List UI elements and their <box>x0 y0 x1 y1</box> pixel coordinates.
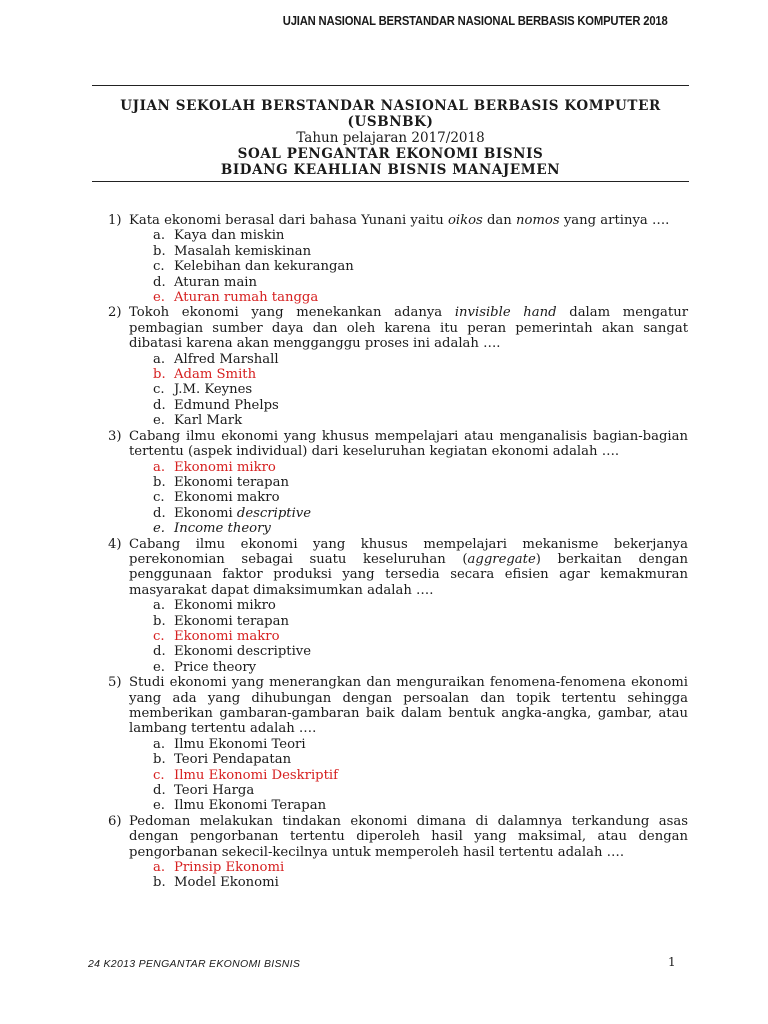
option-text: Prinsip Ekonomi <box>174 860 285 876</box>
option-letter: a. <box>153 351 166 367</box>
question-item <box>108 305 688 428</box>
option-text: Ekonomi mikro <box>174 598 276 614</box>
question-stem-text: nomos <box>515 213 560 228</box>
title-line-abbrev: (USBNBK) <box>347 114 434 130</box>
option-item <box>153 644 688 659</box>
option-text: Adam Smith <box>174 367 257 383</box>
option-letter: c. <box>153 382 165 398</box>
answer-option <box>153 629 688 644</box>
option-letter: d. <box>153 783 166 799</box>
question-stem <box>129 213 688 228</box>
option-text: Ekonomi makro <box>174 490 280 506</box>
option-item <box>153 798 688 813</box>
option-item <box>153 598 688 613</box>
question-stem-text: oikos <box>447 213 483 228</box>
option-item <box>153 382 688 397</box>
option-text: Ilmu Ekonomi Terapan <box>174 798 327 814</box>
option-letter: c. <box>153 628 165 644</box>
option-text: Ekonomi makro <box>174 628 280 644</box>
question-item <box>108 429 688 537</box>
option-text: Karl Mark <box>174 413 243 429</box>
option-text: Masalah kemiskinan <box>174 243 312 259</box>
option-text: Teori Pendapatan <box>174 752 292 768</box>
option-text: Ekonomi descriptive <box>174 644 312 660</box>
option-letter: b. <box>153 752 166 768</box>
option-text: Aturan main <box>174 274 258 290</box>
answer-option <box>153 768 688 783</box>
option-letter: b. <box>153 367 166 383</box>
option-letter: e. <box>153 659 165 675</box>
option-text: Aturan rumah tangga <box>174 290 319 306</box>
question-stem-text: Pedoman melakukan tindakan ekonomi dimana di dalamnya terkandung asas dengan pengorbanan tertentu diperoleh hasil yang maksimal, atau dengan pengorbanan sekecil-kecilnya untuk memperoleh hasil tertentu adalah …. <box>129 813 688 860</box>
option-item <box>153 737 688 752</box>
option-letter: b. <box>153 243 166 259</box>
question-item <box>108 814 688 891</box>
option-text: Ilmu Ekonomi Teori <box>174 736 306 752</box>
question-stem <box>129 675 688 737</box>
option-item <box>153 783 688 798</box>
title-block <box>92 98 689 178</box>
option-letter: a. <box>153 736 166 752</box>
question-stem-text: dan <box>482 213 516 228</box>
option-letter: e. <box>153 798 165 814</box>
option-letter: e. <box>153 413 165 429</box>
answer-option <box>153 860 688 875</box>
question-stem-text: Studi ekonomi yang menerangkan dan menguraikan fenomena-fenomena ekonomi yang ada yang dihubungan dengan persoalan dan topik tertentu sehingga memberikan gambaran-gambaran baik dalam bentuk angka-angka, gambar, atau lambang tertentu adalah …. <box>129 675 688 737</box>
option-letter: b. <box>153 875 166 891</box>
option-item <box>153 875 688 890</box>
question-stem-text: ) berkaitan dengan penggunaan faktor produksi yang tersedia secara efisien agar kemakmuran masyarakat dapat dimaksimumkan adalah …. <box>129 551 689 598</box>
answer-option <box>153 460 688 475</box>
question-stem-text: Kata ekonomi berasal dari bahasa Yunani yaitu <box>129 213 448 228</box>
option-item <box>153 352 688 367</box>
question-number: 6) <box>108 813 122 829</box>
option-item <box>153 259 688 274</box>
running-header: UJIAN NASIONAL BERSTANDAR NASIONAL BERBASIS KOMPUTER 2018 <box>283 14 668 28</box>
option-text: Teori Harga <box>174 783 255 799</box>
option-item <box>153 228 688 243</box>
title-line-subject: SOAL PENGANTAR EKONOMI BISNIS <box>237 146 544 162</box>
option-text: Ekonomi terapan <box>174 474 289 490</box>
option-list <box>129 352 688 429</box>
question-number: 1) <box>108 213 122 228</box>
answer-option <box>153 367 688 382</box>
option-letter: c. <box>153 767 165 783</box>
option-list <box>129 860 688 891</box>
question-item <box>108 537 688 676</box>
option-item <box>153 660 688 675</box>
option-item <box>153 275 688 290</box>
question-stem-text: yang artinya …. <box>559 213 670 228</box>
question-list <box>108 213 688 891</box>
option-text: J.M. Keynes <box>174 382 253 398</box>
option-letter: a. <box>153 598 166 614</box>
question-stem <box>129 814 688 860</box>
question-stem-text: Tokoh ekonomi yang menekankan adanya <box>129 305 455 321</box>
question-stem-text: aggregate <box>467 551 536 567</box>
option-item <box>153 521 688 536</box>
option-item <box>153 398 688 413</box>
answer-option <box>153 290 688 305</box>
option-item <box>153 752 688 767</box>
option-text: Ilmu Ekonomi Deskriptif <box>174 767 339 783</box>
option-letter: a. <box>153 228 166 244</box>
option-text: Price theory <box>174 659 257 675</box>
question-stem-text: invisible hand <box>454 305 557 321</box>
footer-course-code: 24 K2013 PENGANTAR EKONOMI BISNIS <box>88 958 301 970</box>
option-letter: a. <box>153 860 166 876</box>
option-letter: b. <box>153 474 166 490</box>
option-text: Ekonomi mikro <box>174 459 276 475</box>
question-stem <box>129 537 688 599</box>
header-rule-bottom <box>92 181 689 182</box>
option-letter: b. <box>153 613 166 629</box>
question-stem-text: dalam mengatur pembagian sumber daya dan oleh karena itu peran pemerintah akan sangat dibatasi karena akan mengganggu proses ini adalah …. <box>129 305 688 352</box>
title-line-school-exam: UJIAN SEKOLAH BERSTANDAR NASIONAL BERBASIS KOMPUTER <box>120 98 661 114</box>
option-item <box>153 506 688 521</box>
question-number: 5) <box>108 675 122 691</box>
question-item <box>108 213 688 305</box>
option-text: Kelebihan dan kekurangan <box>174 259 354 275</box>
question-number: 2) <box>108 305 122 321</box>
option-letter: c. <box>153 259 165 275</box>
option-list <box>129 228 688 305</box>
option-item <box>153 614 688 629</box>
option-list <box>129 737 688 814</box>
footer-page-number: 1 <box>668 955 676 969</box>
option-letter: a. <box>153 459 166 475</box>
option-text: Ekonomi <box>174 505 237 521</box>
option-text: Kaya dan miskin <box>174 228 285 244</box>
question-stem-text: Cabang ilmu ekonomi yang khusus mempelajari atau menganalisis bagian-bagian tertentu (aspek individual) dari keseluruhan kegiatan ekonomi adalah …. <box>129 428 688 460</box>
option-list <box>129 460 688 537</box>
option-letter: d. <box>153 274 166 290</box>
question-stem-text: Cabang ilmu ekonomi yang khusus mempelajari mekanisme bekerjanya perekonomian sebagai suatu keseluruhan ( <box>129 536 688 567</box>
question-number: 3) <box>108 428 122 444</box>
question-stem <box>129 429 688 460</box>
option-text: Edmund Phelps <box>174 397 279 413</box>
option-item <box>153 244 688 259</box>
question-item <box>108 675 688 814</box>
option-item <box>153 413 688 428</box>
option-item <box>153 475 688 490</box>
option-text: Ekonomi terapan <box>174 613 289 629</box>
option-letter: e. <box>153 290 165 306</box>
question-number: 4) <box>108 536 122 552</box>
option-text: Model Ekonomi <box>174 875 279 891</box>
option-letter: d. <box>153 644 166 660</box>
option-text: descriptive <box>236 505 312 521</box>
title-line-field: BIDANG KEAHLIAN BISNIS MANAJEMEN <box>220 162 561 178</box>
option-letter: d. <box>153 397 166 413</box>
option-item <box>153 490 688 505</box>
option-list <box>129 598 688 675</box>
option-text: Income theory <box>174 521 271 537</box>
title-line-year: Tahun pelajaran 2017/2018 <box>296 130 485 146</box>
option-text: Alfred Marshall <box>174 351 279 367</box>
question-stem <box>129 305 688 351</box>
header-rule-top <box>92 85 689 86</box>
option-letter: d. <box>153 505 166 521</box>
option-letter: c. <box>153 490 165 506</box>
option-letter: e. <box>153 521 165 537</box>
